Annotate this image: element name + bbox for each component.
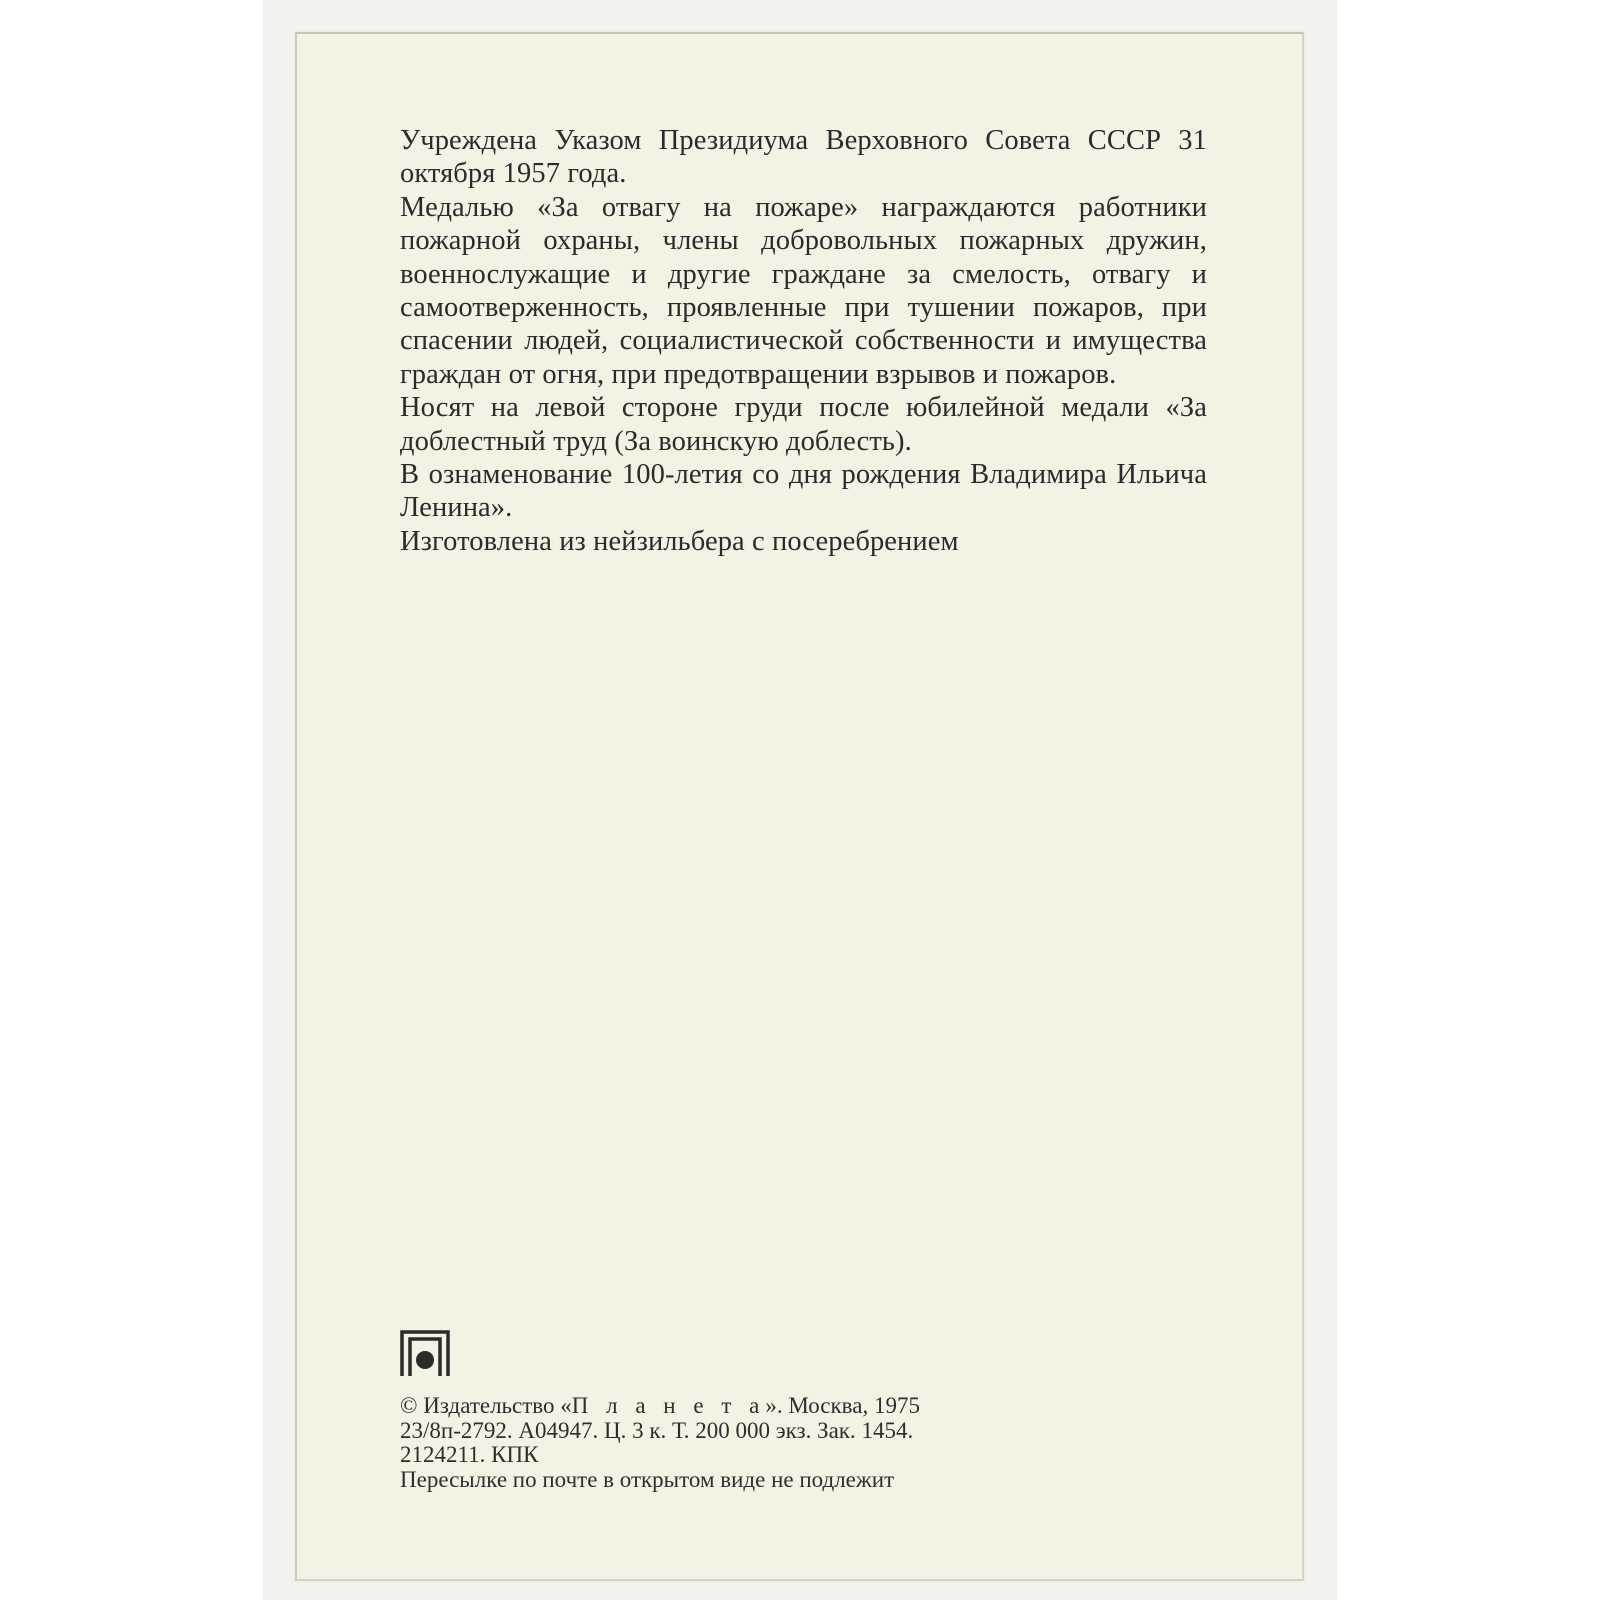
lenin-anniversary-paragraph: В ознаменование 100-летия со дня рождения Владимира Ильича Ленина». [400, 459, 1207, 524]
copyright-prefix: © Издательство « [400, 1393, 572, 1418]
wearing-order-paragraph: Носят на левой стороне груди после юбилейной медали «За доблестный труд (За воинскую доблесть). [400, 392, 1207, 457]
establishment-paragraph: Учреждена Указом Президиума Верховного Совета СССР 31 октября 1957 года. [400, 125, 1207, 190]
postcard-back [295, 32, 1304, 1581]
copyright-line [400, 1394, 1100, 1419]
medal-description [400, 124, 1207, 558]
planeta-logo-icon [400, 1330, 450, 1376]
award-criteria-paragraph: Медалью «За отвагу на пожаре» награждаются работники пожарной охраны, члены добровольных пожарных дружин, военнослужащие и другие граждане за смелость, отвагу и самоотверженность, проявленные при тушении пожаров, при спасении людей, социалистической собственности и имущества граждан от огня, при предотвращении взрывов и пожаров. [400, 191, 1207, 390]
print-codes-line: 23/8п-2792. А04947. Ц. 3 к. Т. 200 000 экз. Зак. 1454. [400, 1417, 914, 1443]
copyright-suffix: ». Москва, 1975 [765, 1393, 920, 1418]
postal-note-line: Пересылке по почте в открытом виде не подлежит [400, 1466, 895, 1492]
catalog-code-line: 2124211. КПК [400, 1442, 539, 1467]
publisher-imprint [400, 1394, 1100, 1492]
publisher-name: П л а н е т а [571, 1393, 766, 1418]
material-paragraph: Изготовлена из нейзильбера с посеребрением [400, 525, 959, 557]
